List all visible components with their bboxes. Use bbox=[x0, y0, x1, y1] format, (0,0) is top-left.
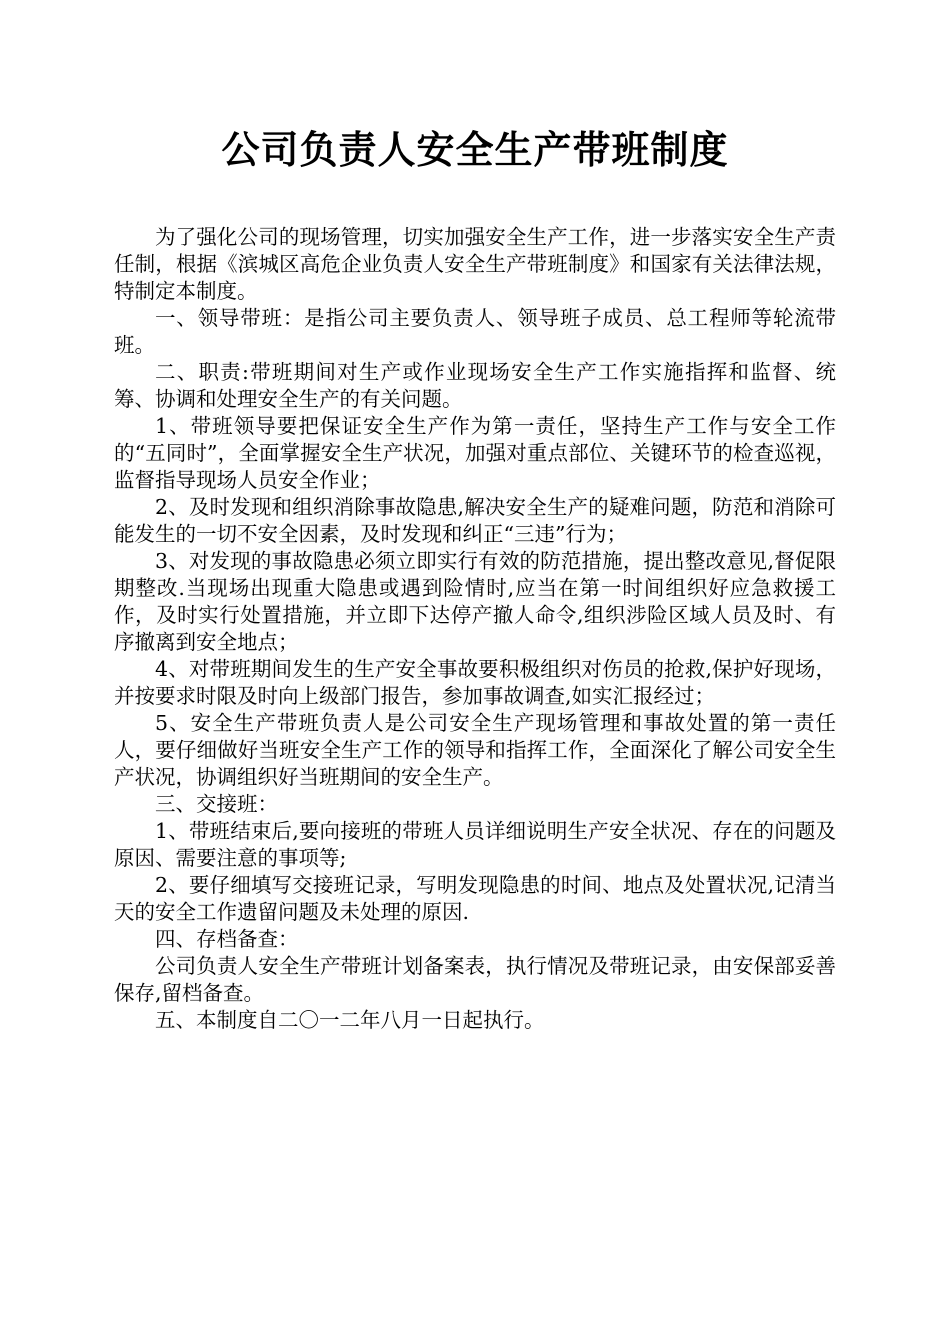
paragraph-intro: 为了强化公司的现场管理，切实加强安全生产工作，进一步落实安全生产责任制，根据《滨城区高危企业负责人安全生产带班制度》和国家有关法律法规，特制定本制度。 bbox=[114, 225, 836, 303]
paragraph-duty-5: 5、安全生产带班负责人是公司安全生产现场管理和事故处置的第一责任人，要仔细做好当班安全生产工作的领导和指挥工作，全面深化了解公司安全生产状况，协调组织好当班期间的安全生产。 bbox=[114, 711, 836, 789]
paragraph-section-1: 一、领导带班：是指公司主要负责人、领导班子成员、总工程师等轮流带班。 bbox=[114, 306, 836, 357]
paragraph-section-4: 四、存档备查： bbox=[155, 927, 299, 951]
paragraph-section-3: 三、交接班： bbox=[155, 792, 278, 816]
paragraph-section-5: 五、本制度自二〇一二年八月一日起执行。 bbox=[155, 1008, 545, 1032]
paragraph-archive: 公司负责人安全生产带班计划备案表，执行情况及带班记录，由安保部妥善保存,留档备查。 bbox=[114, 954, 836, 1005]
paragraph-section-2: 二、职责:带班期间对生产或作业现场安全生产工作实施指挥和监督、统筹、协调和处理安全生产的有关问题。 bbox=[114, 360, 836, 411]
paragraph-duty-1: 1、带班领导要把保证安全生产作为第一责任，坚持生产工作与安全工作的“五同时”，全面掌握安全生产状况，加强对重点部位、关键环节的检查巡视，监督指导现场人员安全作业； bbox=[114, 414, 836, 492]
document-title: 公司负责人安全生产带班制度 bbox=[221, 127, 729, 172]
paragraph-handover-1: 1、带班结束后,要向接班的带班人员详细说明生产安全状况、存在的问题及原因、需要注意的事项等; bbox=[114, 819, 836, 870]
paragraph-duty-2: 2、及时发现和组织消除事故隐患,解决安全生产的疑难问题，防范和消除可能发生的一切不安全因素，及时发现和纠正“三违”行为； bbox=[114, 495, 836, 546]
document-body bbox=[114, 224, 836, 1034]
paragraph-handover-2: 2、要仔细填写交接班记录，写明发现隐患的时间、地点及处置状况,记清当天的安全工作遗留问题及未处理的原因. bbox=[114, 873, 836, 924]
paragraph-duty-3: 3、对发现的事故隐患必须立即实行有效的防范措施，提出整改意见,督促限期整改.当现场出现重大隐患或遇到险情时,应当在第一时间组织好应急救援工作，及时实行处置措施，并立即下达停产撤人命令,组织涉险区域人员及时、有序撤离到安全地点； bbox=[114, 549, 836, 654]
paragraph-duty-4: 4、对带班期间发生的生产安全事故要积极组织对伤员的抢救,保护好现场，并按要求时限及时向上级部门报告，参加事故调查,如实汇报经过； bbox=[114, 657, 836, 708]
